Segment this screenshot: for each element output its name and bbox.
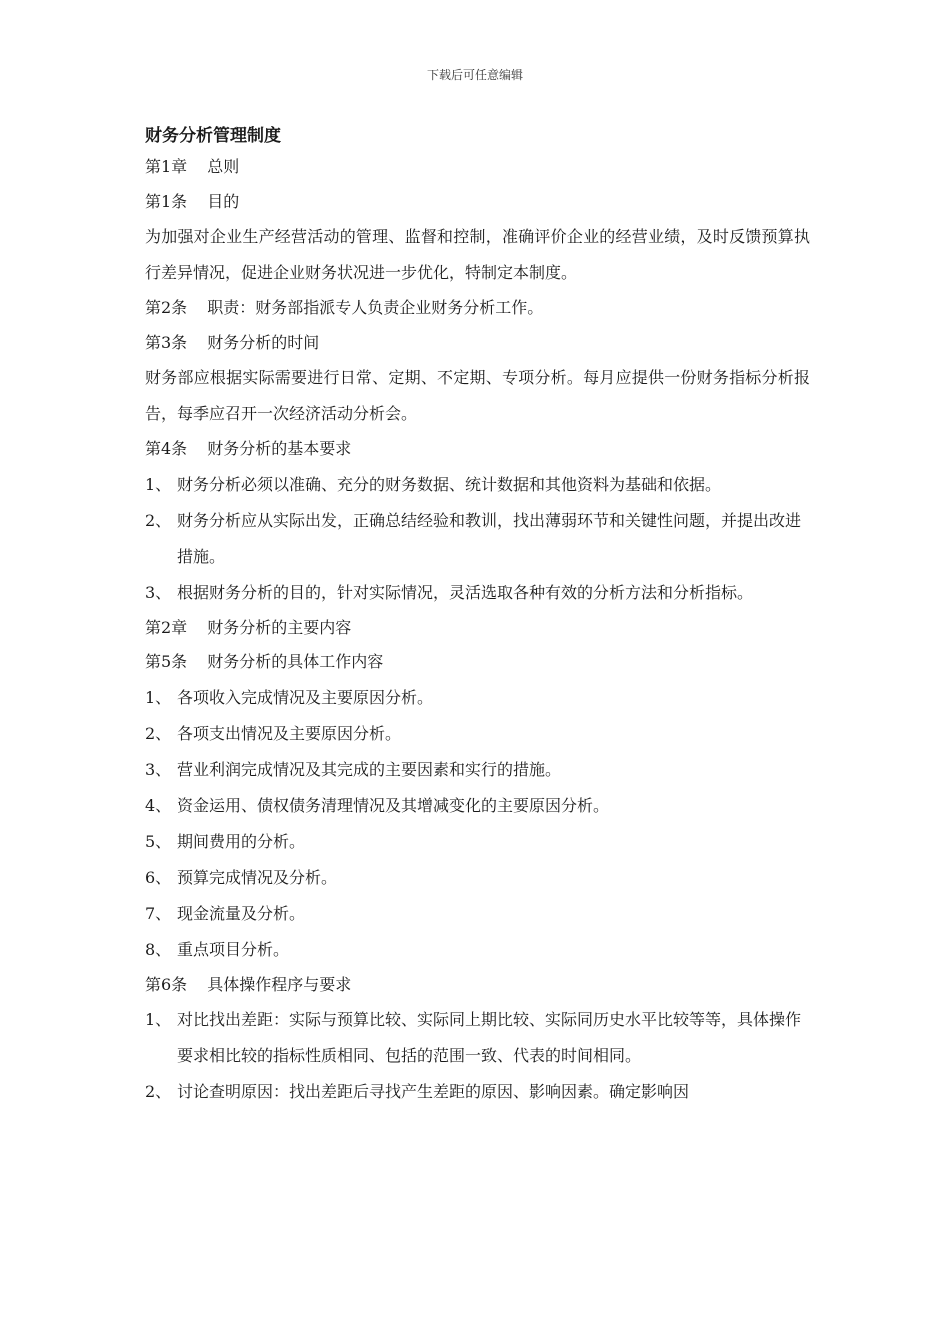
section-heading-text: 财务分析的主要内容 [207, 617, 352, 637]
list-item-text: 财务分析必须以准确、充分的财务数据、统计数据和其他资料为基础和依据。 [177, 474, 722, 494]
list-item [145, 1002, 810, 1074]
section-label: 第3条 [145, 332, 188, 352]
section-heading-text: 职责：财务部指派专人负责企业财务分析工作。 [207, 298, 544, 317]
section-heading-text: 目的 [207, 191, 240, 211]
list-item-number: 1、 [145, 1010, 172, 1029]
list-item-text: 现金流量及分析。 [177, 903, 306, 923]
list-item [145, 860, 810, 896]
paragraph: 财务部应根据实际需要进行日常、定期、不定期、专项分析。每月应提供一份财务指标分析报告，每季应召开一次经济活动分析会。 [145, 368, 810, 423]
paragraph: 为加强对企业生产经营活动的管理、监督和控制，准确评价企业的经营业绩，及时反馈预算执行差异情况，促进企业财务状况进一步优化，特制定本制度。 [145, 227, 810, 282]
list-item [145, 752, 810, 788]
list-item-text: 根据财务分析的目的，针对实际情况，灵活选取各种有效的分析方法和分析指标。 [177, 582, 754, 602]
section-heading [145, 611, 810, 646]
list-item-text: 营业利润完成情况及其完成的主要因素和实行的措施。 [177, 759, 562, 779]
section-label: 第6条 [145, 974, 188, 994]
list-item-number: 3、 [145, 582, 172, 602]
list-item [145, 824, 810, 860]
list-item [145, 503, 810, 575]
list-item-number: 3、 [145, 759, 172, 779]
list-item-number: 8、 [145, 939, 172, 959]
section-label: 第5条 [145, 652, 188, 671]
list-item-text: 资金运用、债权债务清理情况及其增减变化的主要原因分析。 [177, 795, 610, 815]
section-label: 第4条 [145, 439, 188, 458]
section-label: 第1章 [145, 157, 188, 176]
list-item [145, 788, 810, 824]
list-item-number: 6、 [145, 867, 172, 887]
list-item-number: 2、 [145, 1082, 172, 1101]
list-item-text: 各项支出情况及主要原因分析。 [177, 723, 402, 743]
section-heading [145, 968, 810, 1003]
list-item-number: 1、 [145, 474, 172, 494]
section-label: 第1条 [145, 191, 188, 211]
list-item [145, 932, 810, 968]
section-heading [145, 185, 810, 220]
list-item-number: 2、 [145, 510, 172, 530]
list-item-text: 财务分析应从实际出发，正确总结经验和教训，找出薄弱环节和关键性问题，并提出改进措施。 [177, 510, 802, 566]
list-item-text: 讨论查明原因：找出差距后寻找产生差距的原因、影响因素。确定影响因 [177, 1082, 690, 1101]
section-heading-text: 财务分析的基本要求 [207, 439, 352, 458]
section-heading [145, 645, 810, 680]
list-item-text: 预算完成情况及分析。 [177, 867, 338, 887]
document-title: 财务分析管理制度 [145, 126, 281, 146]
document-body [145, 122, 810, 1110]
list-item-text: 对比找出差距：实际与预算比较、实际同上期比较、实际同历史水平比较等等，具体操作要求相比较的指标性质相同、包括的范围一致、代表的时间相同。 [177, 1010, 802, 1065]
section-heading-text: 具体操作程序与要求 [207, 974, 352, 994]
list-item-text: 重点项目分析。 [177, 939, 290, 959]
list-item-number: 7、 [145, 903, 172, 923]
section-label: 第2章 [145, 617, 188, 637]
section-heading [145, 291, 810, 326]
list-item-number: 4、 [145, 795, 172, 815]
list-item [145, 575, 810, 611]
list-item-text: 各项收入完成情况及主要原因分析。 [177, 687, 434, 707]
section-heading-text: 财务分析的具体工作内容 [207, 652, 384, 671]
section-heading [145, 150, 810, 185]
list-item-number: 2、 [145, 723, 172, 743]
page-header: 下载后可任意编辑 [426, 68, 523, 82]
list-item [145, 716, 810, 752]
list-item [145, 467, 810, 503]
section-heading-text: 财务分析的时间 [207, 332, 320, 352]
section-label: 第2条 [145, 298, 188, 317]
list-item-number: 5、 [145, 831, 172, 851]
section-heading [145, 432, 810, 467]
list-item-text: 期间费用的分析。 [177, 831, 306, 851]
list-item-number: 1、 [145, 687, 172, 707]
list-item [145, 896, 810, 932]
section-heading-text: 总则 [207, 157, 240, 176]
list-item [145, 680, 810, 716]
section-heading [145, 326, 810, 361]
list-item [145, 1074, 810, 1110]
